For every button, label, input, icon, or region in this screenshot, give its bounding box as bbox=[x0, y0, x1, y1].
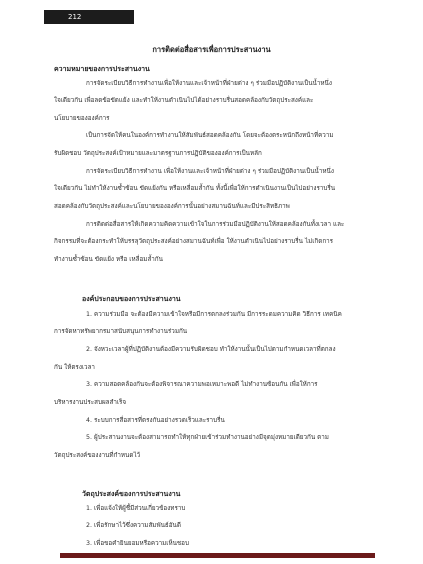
paragraph-line: กิจกรรมที่จะต้องกระทำให้บรรลุวัตถุประสงค์อย่างสมานฉันท์เพื่อ ให้งานดำเนินไปอย่างราบรื่น ไม่เกิดการ bbox=[54, 238, 334, 245]
footer-bar bbox=[60, 553, 375, 558]
section-heading-meaning: ความหมายของการประสานงาน bbox=[54, 65, 150, 73]
paragraph-line: ทำงานซ้ำซ้อน ขัดแย้ง หรือ เหลื่อมล้ำกัน bbox=[54, 256, 163, 263]
paragraph-line: ใจเดียวกัน เพื่อลดข้อขัดแย้ง และทำให้งานดำเนินไปได้อย่างราบรื่นสอดคล้องกับวัตถุประสงค์และ bbox=[54, 97, 314, 104]
page-title: การติดต่อสื่อสารเพื่อการประสานงาน bbox=[152, 45, 271, 54]
list-item: วัตถุประสงค์ของงานที่กำหนดไว้ bbox=[54, 452, 141, 459]
paragraph-line: การจัดระเบียบวิธีการทำงานเพื่อให้งานและเจ้าหน้าที่ฝ่ายต่าง ๆ ร่วมมือปฏิบัติงานเป็นน้ำหนึ่ง bbox=[86, 80, 332, 87]
page-number: 212 bbox=[44, 10, 134, 24]
paragraph-line: สอดคล้องกับวัตถุประสงค์และนโยบายขององค์การนั้นอย่างสมานฉันท์และมีประสิทธิภาพ bbox=[54, 203, 290, 210]
section-heading-objectives: วัตถุประสงค์ของการประสานงาน bbox=[82, 490, 181, 498]
list-item: 5. ผู้ประสานงานจะต้องสามารถทำให้ทุกฝ่ายเข้าร่วมทำงานอย่างมีจุดมุ่งหมายเดียวกัน ตาม bbox=[86, 434, 329, 441]
list-item: 2. เพื่อรักษาไว้ซึ่งความสัมพันธ์อันดี bbox=[86, 522, 181, 529]
section-heading-components: องค์ประกอบของการประสานงาน bbox=[82, 295, 181, 303]
list-item: บริหารงานประสบผลสำเร็จ bbox=[54, 399, 127, 406]
list-item: 2. จังหวะเวลาผู้ที่ปฏิบัติงานต้องมีความรับผิดชอบ ทำให้งานนั้นเป็นไปตามกำหนดเวลาที่ตกลง bbox=[86, 346, 336, 353]
list-item: กัน ให้ตรงเวลา bbox=[54, 364, 95, 371]
paragraph-line: นโยบายขององค์การ bbox=[54, 115, 110, 122]
paragraph-line: ใจเดียวกัน ไม่ทำให้งานซ้ำซ้อน ขัดแย้งกัน หรือเหลื่อมล้ำกัน ทั้งนี้เพื่อให้การดำเนินงานเป็นไปอย่างราบรื่น bbox=[54, 185, 336, 192]
list-item: การจัดหาทรัพยากรมาสนับสนุนการทำงานร่วมกัน bbox=[54, 328, 188, 335]
paragraph-line: เป็นการจัดให้คนในองค์การทำงานให้สัมพันธ์สอดคล้องกัน โดยจะต้องตระหนักถึงหน้าที่ความ bbox=[86, 132, 334, 139]
paragraph-line: รับผิดชอบ วัตถุประสงค์เป้าหมายและมาตรฐานการปฏิบัติขององค์การเป็นหลัก bbox=[54, 150, 262, 157]
list-item: 1. ความร่วมมือ จะต้องมีความเข้าใจหรือมีการตกลงร่วมกัน มีการระดมความคิด วิธีการ เทคนิค bbox=[86, 311, 342, 318]
paragraph-line: การติดต่อสื่อสารให้เกิดความคิดความเข้าใจในการร่วมมือปฏิบัติงานให้สอดคล้องกันทั้งเวลา และ bbox=[86, 221, 345, 228]
list-item: 4. ระบบการสื่อสารที่ตรงกันอย่างรวดเร็วและราบรื่น bbox=[86, 417, 225, 424]
list-item: 3. ความสอดคล้องกันจะต้องพิจารณาความพอเหมาะพอดี ไม่ทำงานซ้อนกัน เพื่อให้การ bbox=[86, 381, 318, 388]
list-item: 3. เพื่อขอคำยินยอมหรือความเห็นชอบ bbox=[86, 540, 189, 547]
list-item: 1. เพื่อแจ้งให้ผู้ชี้มีส่วนเกี่ยวข้องทราบ bbox=[86, 505, 186, 512]
paragraph-line: การจัดระเบียบวิธีการทำงาน เพื่อให้งานและเจ้าหน้าที่ฝ่ายต่าง ๆ ร่วมมือปฏิบัติงานเป็นน้ำหนึ่ง bbox=[86, 168, 334, 175]
